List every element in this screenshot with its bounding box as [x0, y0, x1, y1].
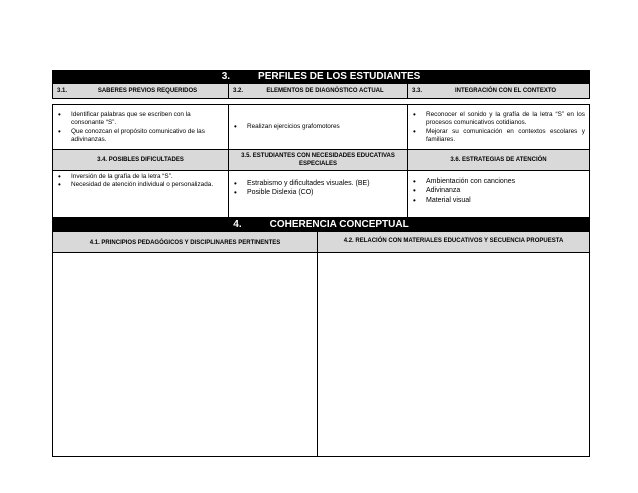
section-4-header — [53, 217, 590, 231]
list-item: • Que conozcan el propósito comunicativo de las adivinanzas. — [55, 128, 224, 145]
heading-3-6: 3.6. ESTRATEGIAS DE ATENCIÓN — [408, 149, 590, 170]
section-3-title: PERFILES DE LOS ESTUDIANTES — [258, 71, 421, 82]
list-item: • Reconocer el sonido y la grafía de la letra “S” en los procesos comunicativos cotidianos. — [410, 111, 585, 128]
heading-4-1: 4.1. PRINCIPIOS PEDAGÓGICOS Y DISCIPLINARES PERTINENTES — [53, 231, 318, 252]
coherence-table — [52, 217, 590, 457]
cell-estrategias — [408, 170, 590, 217]
heading-4-2: 4.2. RELACIÓN CON MATERIALES EDUCATIVOS Y SECUENCIA PROPUESTA — [318, 231, 590, 252]
heading-3-2: 3.2. ELEMENTOS DE DIAGNÓSTICO ACTUAL — [229, 84, 408, 99]
heading-3-5: 3.5. ESTUDIANTES CON NECESIDADES EDUCATIVAS ESPECIALES — [229, 149, 408, 170]
cell-dificultades — [53, 170, 229, 217]
list-item: • Identificar palabras que se escriben con la consonante “S”. — [55, 111, 224, 128]
cell-integracion — [408, 105, 590, 150]
cell-principios-pedagogicos — [53, 252, 318, 456]
document-table-container — [52, 70, 589, 457]
planning-table — [52, 70, 590, 218]
list-item: • Material visual — [410, 196, 585, 206]
section-4-number: 4. — [233, 218, 242, 230]
section-3-header — [53, 71, 590, 84]
heading-3-3: 3.3. INTEGRACIÓN CON EL CONTEXTO — [408, 84, 590, 99]
list-item: • Realizan ejercicios grafomotores — [231, 123, 403, 131]
list-item: • Necesidad de atención individual o personalizada. — [55, 181, 224, 189]
list-item: • Posible Dislexia (CO) — [231, 188, 399, 198]
section-4-title: COHERENCIA CONCEPTUAL — [269, 218, 409, 230]
cell-necesidades-especiales — [229, 170, 408, 217]
heading-3-4: 3.4. POSIBLES DIFICULTADES — [53, 149, 229, 170]
section-3-number: 3. — [221, 71, 231, 82]
heading-3-1: 3.1. SABERES PREVIOS REQUERIDOS — [53, 84, 229, 99]
cell-saberes-previos — [53, 105, 229, 150]
list-item: • Adivinanza — [410, 186, 585, 196]
cell-diagnostico — [229, 105, 408, 150]
list-item: • Ambientación con canciones — [410, 177, 585, 187]
cell-relacion-materiales — [318, 252, 590, 456]
list-item: • Mejorar su comunicación en contextos escolares y familiares. — [410, 128, 585, 145]
list-item: • Inversión de la grafía de la letra “S”. — [55, 173, 224, 181]
list-item: • Estrabismo y dificultades visuales. (BE) — [231, 179, 399, 189]
